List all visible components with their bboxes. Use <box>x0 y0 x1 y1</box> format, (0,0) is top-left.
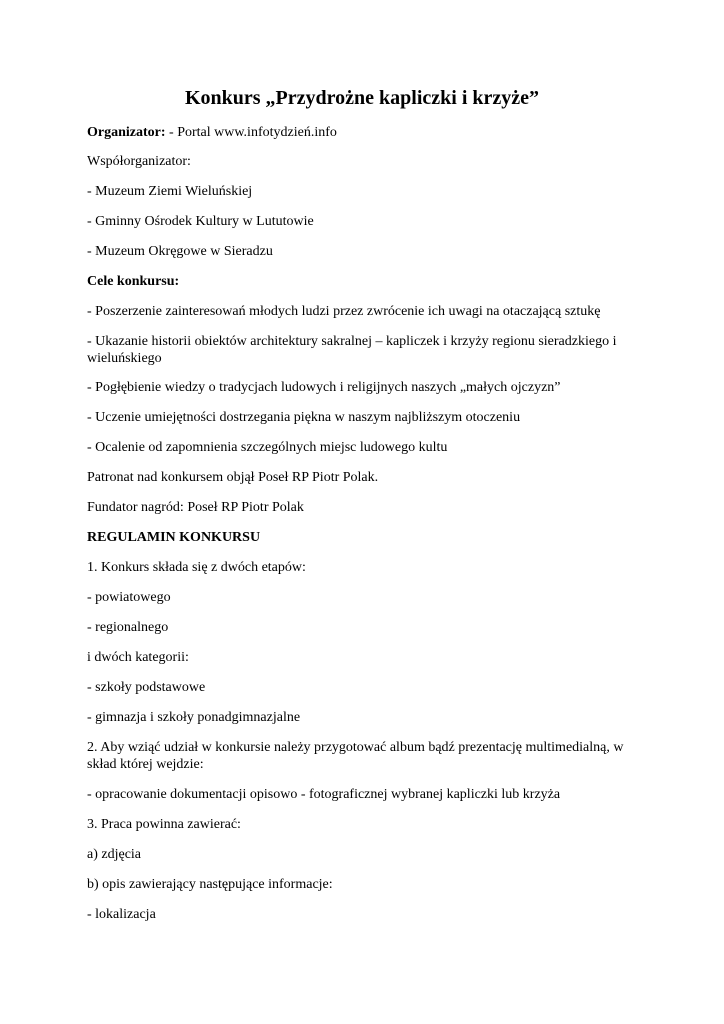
rules-item: 3. Praca powinna zawierać: <box>87 817 241 832</box>
rules-item: b) opis zawierający następujące informacje: <box>87 877 333 892</box>
patronage-text: Patronat nad konkursem objął Poseł RP Piotr Polak. <box>87 470 379 485</box>
document-title: Konkurs „Przydrożne kapliczki i krzyże” <box>184 87 540 109</box>
goals-heading: Cele konkursu: <box>87 274 180 289</box>
rules-item: - powiatowego <box>87 590 171 605</box>
goal-item: - Pogłębienie wiedzy o tradycjach ludowych i religijnych naszych „małych ojczyzn” <box>87 380 561 395</box>
coorganizer-item: - Muzeum Okręgowe w Sieradzu <box>87 244 273 259</box>
organizer-value: - Portal www.infotydzień.info <box>165 125 337 140</box>
rules-item: a) zdjęcia <box>87 847 142 862</box>
goal-item: - Uczenie umiejętności dostrzegania piękna w naszym najbliższym otoczeniu <box>87 410 521 425</box>
rules-item: 2. Aby wziąć udział w konkursie należy przygotować album bądź prezentację multimedialną, w skład której wejdzie: <box>87 740 624 772</box>
coorganizer-heading: Współorganizator: <box>87 154 191 169</box>
rules-heading: REGULAMIN KONKURSU <box>87 530 261 545</box>
rules-item: - gimnazja i szkoły ponadgimnazjalne <box>87 710 301 725</box>
rules-item: i dwóch kategorii: <box>87 650 189 665</box>
goal-item: - Ocalenie od zapomnienia szczególnych miejsc ludowego kultu <box>87 440 448 455</box>
coorganizer-item: - Muzeum Ziemi Wieluńskiej <box>87 184 253 199</box>
goal-item: - Poszerzenie zainteresowań młodych ludzi przez zwrócenie ich uwagi na otaczającą sztukę <box>87 304 601 319</box>
rules-item: - szkoły podstawowe <box>87 680 206 695</box>
rules-item: 1. Konkurs składa się z dwóch etapów: <box>87 560 306 575</box>
rules-item: - opracowanie dokumentacji opisowo - fotograficznej wybranej kapliczki lub krzyża <box>87 787 561 802</box>
goal-item: - Ukazanie historii obiektów architektury sakralnej – kapliczek i krzyży regionu sieradzkiego i wieluńskiego <box>87 334 617 366</box>
organizer-label: Organizator: <box>87 125 166 140</box>
organizer-line <box>87 124 647 141</box>
founder-text: Fundator nagród: Poseł RP Piotr Polak <box>87 500 304 515</box>
rules-item: - regionalnego <box>87 620 169 635</box>
coorganizer-item: - Gminny Ośrodek Kultury w Lututowie <box>87 214 314 229</box>
rules-item: - lokalizacja <box>87 907 156 922</box>
